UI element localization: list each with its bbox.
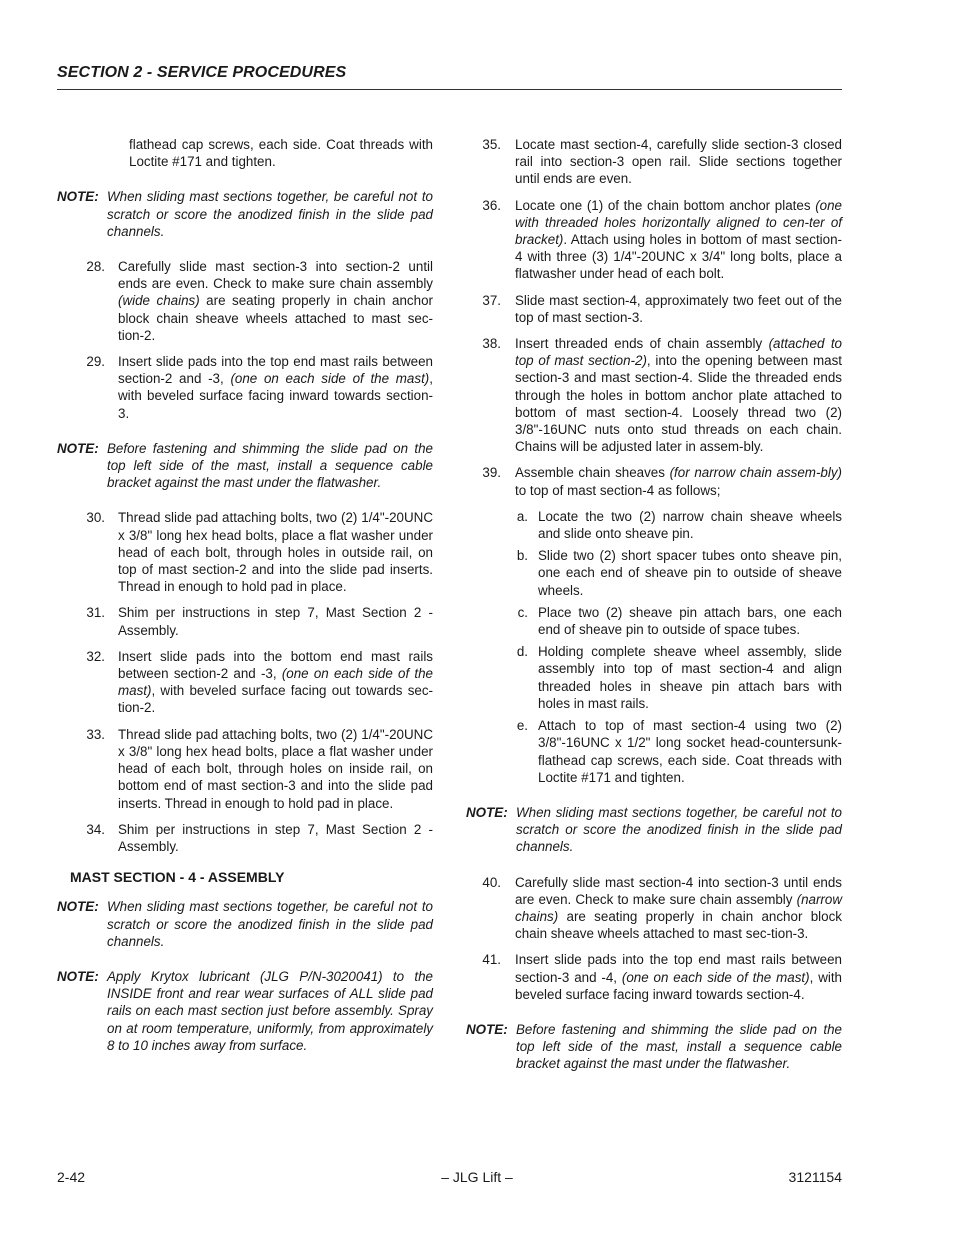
note (57, 898, 433, 950)
substep (466, 508, 842, 542)
step-text: Shim per instructions in step 7, Mast Section 2 - Assembly. (118, 605, 433, 638)
step-text (105, 648, 433, 717)
note-label: NOTE: (57, 440, 99, 456)
footer-brand: – JLG Lift – (441, 1169, 513, 1185)
right-column (466, 136, 842, 1091)
step-text (501, 335, 842, 455)
note-text: Before fastening and shimming the slide pad on the top left side of the mast, install a sequence cable bracket against the mast under the flatwasher. (107, 440, 433, 491)
step-text (105, 258, 433, 344)
step-text (501, 951, 842, 1003)
step-34 (57, 821, 433, 855)
step-text (501, 874, 842, 943)
step-text-part: to top of mast section-4 as follows; (515, 482, 721, 498)
step-text: Thread slide pad attaching bolts, two (2) 1/4"-20UNC x 3/8" long hex head bolts, place a flat washer under head of each bolt, through holes in outside rail, on top of mast section-2 and into the slide pad inserts. Thread in enough to hold pad in place. (118, 510, 433, 595)
step-number: 29. (86, 354, 105, 370)
step-text-part: , with beveled surface facing out towards sec-tion-2. (118, 683, 433, 716)
step-41 (466, 951, 842, 1003)
step-number: 38. (482, 336, 501, 352)
step-text-part: Locate one (1) of the chain bottom anchor plates (515, 197, 816, 213)
step-text-part: are seating properly in chain anchor block chain sheave wheels attached to mast sec-tion-3. (515, 908, 842, 942)
substep-text: Place two (2) sheave pin attach bars, one each end of sheave pin to outside of space tubes. (538, 604, 842, 638)
step-36 (466, 197, 842, 283)
step-text-part: Insert slide pads into the bottom end mast rails between section-2 and -3, (118, 648, 433, 682)
step-text-part: Carefully slide mast section-4 into section-3 until ends are even. Check to make sure chain assembly (515, 874, 842, 907)
note (466, 1021, 842, 1073)
step-text-part: , with beveled surface facing inward towards section-4. (515, 969, 843, 1002)
substep-text: Holding complete sheave wheel assembly, slide assembly into top of mast section-4 and align threaded holes in sheave pin attach bars with holes in mast rails. (538, 644, 842, 711)
note (57, 440, 433, 492)
note-text: When sliding mast sections together, be careful not to scratch or score the anodized finish in the slide pad channels. (107, 189, 433, 239)
header-divider (57, 89, 842, 90)
step-number: 35. (482, 137, 501, 152)
step-number: 36. (482, 197, 501, 213)
substep-text: Locate the two (2) narrow chain sheave wheels and slide onto sheave pin. (538, 508, 842, 542)
step-text-italic: (one with threaded holes horizontally aligned to cen-ter of bracket) (515, 197, 842, 248)
step-33 (57, 726, 433, 812)
note (466, 804, 842, 856)
step-text-italic: (attached to top of mast section-2) (515, 336, 842, 369)
step-number: 33. (86, 726, 105, 742)
note (57, 188, 433, 240)
step-text-part: Insert slide pads into the top end mast rails between section-2 and -3, (118, 354, 433, 387)
page-number: 2-42 (57, 1169, 86, 1185)
step-number: 32. (86, 648, 105, 664)
section-heading: MAST SECTION - 4 - ASSEMBLY (70, 869, 285, 886)
note-label: NOTE: (466, 1021, 508, 1037)
step-39 (466, 464, 842, 498)
step-text-italic: (for narrow chain assem-bly) (669, 465, 843, 481)
substep-letter: e. (516, 718, 528, 734)
substep (466, 547, 842, 599)
note-label: NOTE: (57, 968, 99, 984)
step-number: 31. (86, 605, 105, 621)
step-text-italic: (narrow chains) (515, 891, 842, 924)
note-label: NOTE: (57, 189, 99, 205)
note-text: When sliding mast sections together, be careful not to scratch or score the anodized finish in the slide pad channels. (107, 899, 433, 949)
step-30 (57, 509, 433, 595)
step-text-part: Insert slide pads into the top end mast rails between section-3 and -4, (515, 952, 842, 985)
step-number: 30. (86, 510, 105, 526)
step-29 (57, 353, 433, 422)
step-40 (466, 874, 842, 943)
step-text-part: , with beveled surface facing inward towards section-3. (118, 371, 433, 421)
substep-letter: b. (516, 548, 528, 564)
step-text: Locate mast section-4, carefully slide section-3 closed rail into section-3 open rail. Slide sections together until ends are even. (515, 137, 842, 187)
step-text-part: Carefully slide mast section-3 into section-2 until ends are even. Check to make sure chain assembly (118, 259, 433, 292)
step-31 (57, 604, 433, 638)
note-label: NOTE: (57, 899, 99, 915)
continuation-text: flathead cap screws, each side. Coat threads with Loctite #171 and tighten. (129, 137, 433, 170)
note (57, 968, 433, 1054)
substep-letter: c. (517, 604, 528, 620)
step-text-part: are seating properly in chain anchor block chain sheave wheels attached to mast sec-tion-2. (118, 293, 433, 343)
step-text-part: Assemble chain sheaves (515, 465, 670, 481)
step-37 (466, 292, 842, 326)
step-text: Slide mast section-4, approximately two feet out of the top of mast section-3. (515, 292, 842, 325)
substep (466, 717, 842, 786)
left-column (57, 136, 433, 1072)
substep (466, 643, 842, 712)
step-number: 41. (482, 952, 501, 968)
step-text: Shim per instructions in step 7, Mast Section 2 - Assembly. (118, 821, 433, 854)
step-text (501, 464, 842, 498)
note-text: Before fastening and shimming the slide pad on the top left side of the mast, install a sequence cable bracket against the mast under the flatwasher. (516, 1021, 842, 1072)
step-text-part: . Attach using holes in bottom of mast section-4 with three (3) 1/4"-20UNC x 3/4" long bolts, place a flatwasher under head of each bolt. (515, 232, 842, 282)
step-text (501, 197, 842, 283)
step-number: 39. (482, 465, 501, 481)
step-number: 34. (86, 821, 105, 837)
step-28 (57, 258, 433, 344)
step-number: 37. (482, 292, 501, 308)
step-35 (466, 136, 842, 188)
step-text-part: , into the opening between mast section-3 and mast section-4. Slide the threaded ends through the holes in bottom anchor plate attached to bottom of mast section-4. Loosely thread two (2) 3/8"-16UNC nuts onto stud threads on each chain. Chains will be adjusted later in assem-bly. (515, 353, 842, 455)
substep-letter: a. (516, 508, 528, 524)
step-text: Thread slide pad attaching bolts, two (2) 1/4"-20UNC x 3/8" long hex head bolts, place a flat washer under head of each bolt, through holes on inside rail, on bottom end of mast section-3 and into the slide pad inserts. Thread in enough to hold pad in place. (118, 726, 433, 811)
substep-text: Attach to top of mast section-4 using two (2) 3/8"-16UNC x 1/2" long socket head-countersunk-flathead cap screws, each side. Coat threads with Loctite #171 and tighten. (538, 718, 842, 785)
step-text-part: Insert threaded ends of chain assembly (515, 336, 769, 352)
substep-letter: d. (516, 644, 528, 660)
step-32 (57, 648, 433, 717)
note-label: NOTE: (466, 804, 508, 820)
step-number: 28. (86, 259, 105, 275)
section-title: SECTION 2 - SERVICE PROCEDURES (57, 64, 347, 81)
step-text-italic: (one on each side of the mast) (621, 969, 810, 985)
document-number: 3121154 (788, 1169, 842, 1185)
step-text-italic: (one on each side of the mast) (230, 371, 430, 387)
step-number: 40. (482, 874, 501, 890)
step-text (105, 353, 433, 422)
step-38 (466, 335, 842, 455)
note-text: When sliding mast sections together, be careful not to scratch or score the anodized finish in the slide pad channels. (516, 804, 842, 855)
note-text: Apply Krytox lubricant (JLG P/N-3020041) to the INSIDE front and rear wear surfaces of ALL slide pad rails on each mast section just before assembly. Spray on at room temperature, uniformly, from approximately 8 to 10 inches away from surface. (107, 968, 433, 1053)
substep (466, 604, 842, 638)
step-text-italic: (wide chains) (118, 293, 200, 309)
page-header (57, 63, 842, 83)
substep-text: Slide two (2) short spacer tubes onto sheave pin, one each end of sheave pin to outside of sheave wheels. (538, 548, 842, 598)
step-text-italic: (one on each side of the mast) (118, 666, 433, 699)
